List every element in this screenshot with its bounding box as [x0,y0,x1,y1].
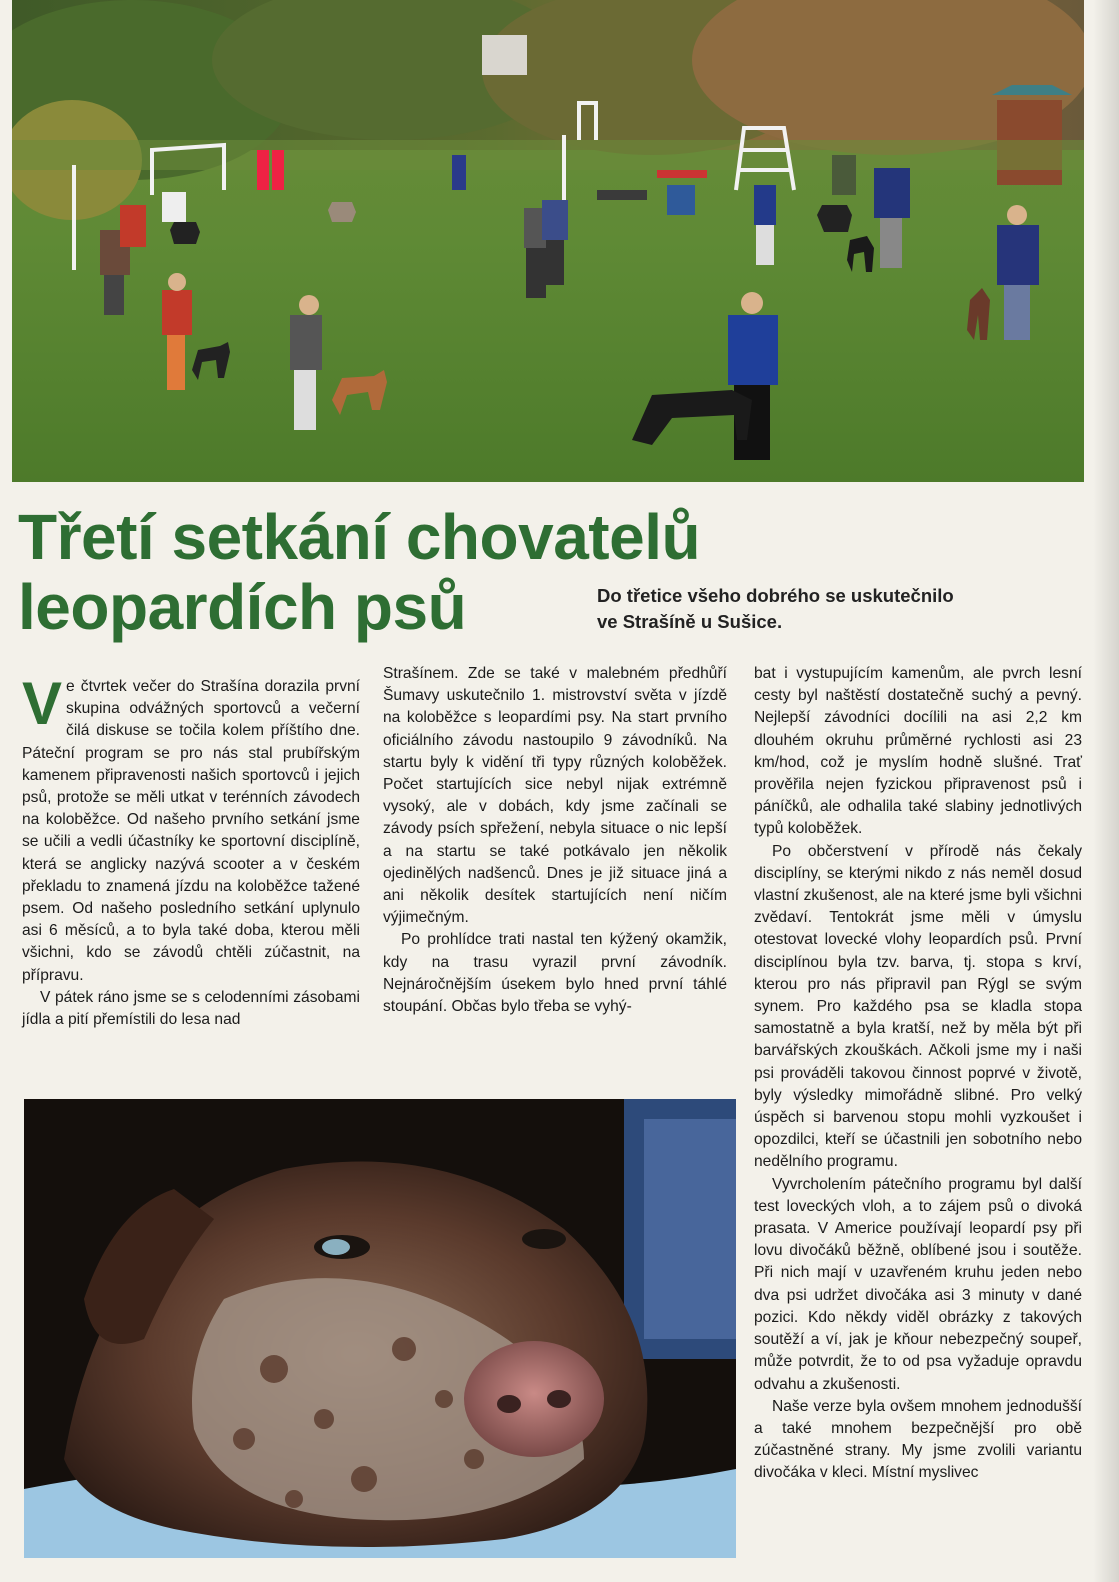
drop-cap: V [22,670,63,737]
article-subtitle-line-2: ve Strašíně u Sušice. [597,611,783,632]
dog-portrait-photo [24,1099,736,1558]
text-column-1 [22,670,360,1031]
page-binding-shadow [1093,0,1119,1582]
paragraph-text: e čtvrtek večer do Strašína dorazila první skupina odvážných sportovců a večerní čilá diskuse se točila kolem příštího dne. Páteční program se pro nás stal prubířským kamenem připravenosti našich sportovců i jejich psů, protože se měli utkat v terénních závodech na koloběžce. Od našeho prvního setkání jsme se učili a vedli účastníky ke sportovní disciplíně, která se anglicky nazývá scooter a v českém překladu to znamená jízdu na koloběžce tažené psem. Od našeho posledního setkání uplynulo asi 6 měsíců, a to byla také doba, kterou měli všichni, kdo se závodů chtěli zúčastnit, na přípravu. [22,678,360,984]
paragraph: Po občerstvení v přírodě nás čekaly disciplíny, se kterými nikdo z nás neměl dosud vlastní zkušenost, ale na které jsme byli všichni zvědaví. Tentokrát jsme měli v úmyslu otestovat lovecké vlohy leopardích psů. První disciplínou byla tzv. barva, tj. stopa s krví, kterou pro nás připravil pan Rýgl se svým synem. Pro každého psa se kladla stopa samostatně a byla kratší, než by měla být při barvářských zkouškách. Ačkoli jsme my i naši psi prováděli takovou činnost poprvé v životě, byly výsledky mimořádně slibné. Pro velký úspěch si barvenou stopu mohli vyzkoušet i opozdilci, kteří se účastnili jen sobotního nebo nedělního programu. [754,842,1082,1171]
article-title-line-1: Třetí setkání chovatelů [18,501,701,573]
paragraph: Naše verze byla ovšem mnohem jednodušší a také mnohem bezpečnější pro obě zúčastněné strany. My jsme zvolili variantu divočáka v kleci. Místní myslivec [754,1397,1082,1482]
paragraph: V pátek ráno jsme se s celodenními zásobami jídla a pití přemístili do lesa nad [22,988,360,1029]
paragraph: bat i vystupujícím kamenům, ale pvrch lesní cesty byl naštěstí dostatečně suchý a pevný. Nejlepší závodníci docílili na asi 2,2 km dlouhém okruhu průměrné rychlosti asi 23 km/hod, což je myslím hodně slušné. Trať prověřila nejen fyzickou připravenost psů i páníčků, ale odhalila také slabiny jednotlivých typů koloběžek. [754,665,1082,838]
dog-portrait-image [24,1099,736,1558]
paragraph: Po prohlídce trati nastal ten kýžený okamžik, kdy na trasu vyrazil první závodník. Nejnáročnějším úsekem bylo hned první táhlé stoupání. Občas bylo třeba se vyhý- [383,931,727,1016]
article-subtitle-line-1: Do třetice všeho dobrého se uskutečnilo [597,585,954,606]
article-subtitle [597,583,1097,635]
paragraph [22,670,360,987]
field-photo [12,0,1084,482]
text-column-3 [754,663,1082,1485]
paragraph: Vyvrcholením pátečního programu byl další test loveckých vloh, a to zájem psů o divoká prasata. V Americe používají leopardí psy při lovu divočáků běžně, oblíbené jsou i soutěže. Při nich mají v uzavřeném kruhu jeden nebo dva psi udržet divočáka asi 3 minuty v dané pozici. Kdo někdy viděl obrázky z takových soutěží a ví, jak je kňour nebezpečný soupeř, může potvrdit, že to od psa vyžaduje opravdu odvahu a zkušenosti. [754,1175,1082,1393]
field-photo-image [12,0,1084,482]
paragraph: Strašínem. Zde se také v malebném předhůří Šumavy uskutečnilo 1. mistrovství světa v jízdě na koloběžce s leopardími psy. Na start prvního oficiálního závodu nastoupilo 9 závodníků. Na startu byly k vidění tři typy různých koloběžek. Počet startujících sice nebyl nijak extrémně vysoký, ale v dobách, kdy jsme začínali se závody psích spřežení, nebyla situace o nic lepší a na startu se také potkávalo jen několik ojedinělých nadšenců. Dnes je již situace jiná a ani několik desítek startujících není ničím výjimečným. [383,665,727,927]
article-title-line-2: leopardích psů [18,571,467,643]
text-column-2 [383,663,727,1018]
